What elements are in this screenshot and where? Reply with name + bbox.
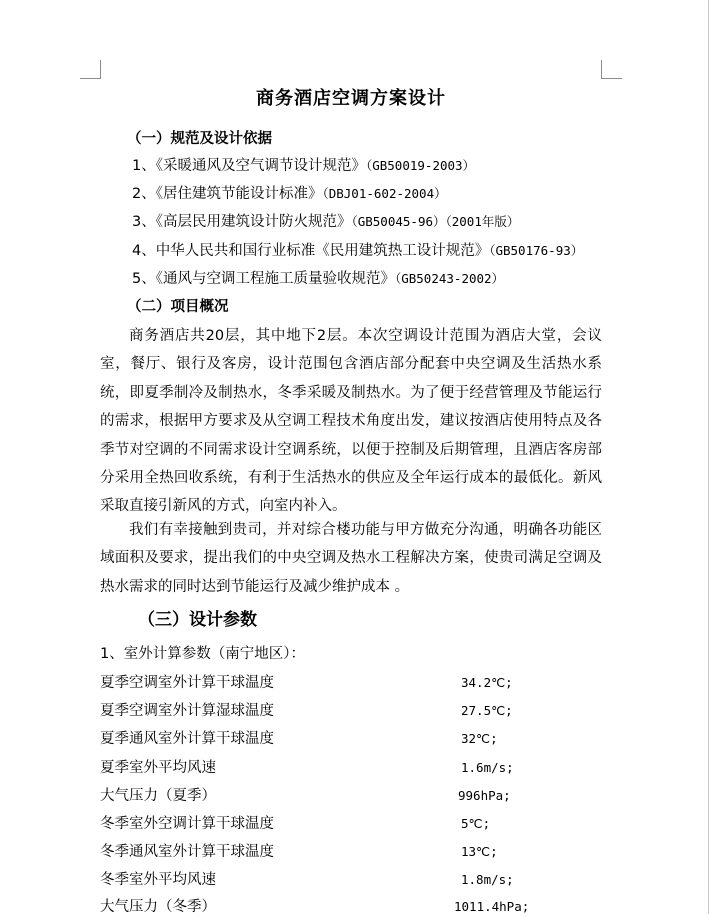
param-value: 32℃; — [461, 731, 498, 746]
reference-item — [132, 269, 504, 289]
param-label: 大气压力（冬季） — [100, 899, 216, 915]
crop-mark-right-horizontal — [601, 78, 622, 79]
reference-code: （GB50019-2003） — [365, 158, 476, 173]
param-label: 大气压力（夏季） — [100, 788, 216, 804]
crop-mark-left-horizontal — [80, 78, 101, 79]
param-value: 1.8m/s; — [461, 872, 514, 887]
param-value: 34.2℃; — [461, 675, 513, 690]
param-label: 夏季空调室外计算干球温度 — [100, 675, 274, 691]
crop-mark-right-vertical — [601, 60, 602, 79]
project-overview-paragraph: 商务酒店共20层，其中地下2层。本次空调设计范围为酒店大堂，会议室，餐厅、银行及客房，设计范围包含酒店部分配套中央空调及生活热水系统，即夏季制冷及制热水，冬季采暖及制热水。为了便于经营管理及节能运行的需求，根据甲方要求及从空调工程技术角度出发，建议按酒店使用特点及各季节对空调的不同需求设计空调系统，以便于控制及后期管理，且酒店客房部分采用全热回收系统，有利于生活热水的供应及全年运行成本的最低化。新风采取直接引新风的方式，向室内补入。 — [100, 328, 602, 515]
reference-item — [132, 241, 583, 261]
param-label: 夏季室外平均风速 — [100, 760, 216, 776]
section-1-heading: （一）规范及设计依据 — [127, 131, 272, 147]
param-label: 冬季室外空调计算干球温度 — [100, 816, 274, 832]
reference-code: （GB50045-96）（2001年版） — [351, 214, 520, 229]
param-label: 冬季通风室外计算干球温度 — [100, 844, 274, 860]
reference-title: 4、中华人民共和国行业标准《民用建筑热工设计规范》 — [132, 243, 490, 259]
solution-paragraph: 我们有幸接触到贵司，并对综合楼功能与甲方做充分沟通，明确各功能区域面积及要求，提出我们的中央空调及热水工程解决方案，使贵司满足空调及热水需求的同时达到节能运行及减少维护成本 。 — [100, 522, 602, 595]
param-value: 996hPa; — [458, 788, 511, 803]
reference-code: （GB50243-2002） — [394, 271, 505, 286]
param-value: 5℃; — [461, 816, 491, 831]
param-value: 1011.4hPa; — [454, 899, 530, 914]
reference-code: （GB50176-93） — [489, 243, 584, 258]
param-value: 1.6m/s; — [461, 760, 514, 775]
reference-code: （DBJ01-602-2004） — [322, 186, 447, 201]
reference-title: 2、《居住建筑节能设计标准》 — [132, 186, 323, 202]
param-label: 冬季室外平均风速 — [100, 872, 216, 888]
reference-title: 3、《高层民用建筑设计防火规范》 — [132, 214, 352, 230]
param-value: 27.5℃; — [461, 703, 513, 718]
param-label: 夏季通风室外计算干球温度 — [100, 731, 274, 747]
param-label: 夏季空调室外计算湿球温度 — [100, 703, 274, 719]
reference-item — [132, 184, 447, 204]
param-value: 13℃; — [461, 844, 498, 859]
reference-item — [132, 156, 475, 176]
section-3-heading: （三）设计参数 — [138, 610, 257, 630]
section-2-heading: （二）项目概况 — [127, 299, 229, 315]
reference-item — [132, 212, 519, 232]
reference-title: 5、《通风与空调工程施工质量验收规范》 — [132, 271, 395, 287]
document-title: 商务酒店空调方案设计 — [256, 88, 446, 109]
outdoor-params-subheading: 1、室外计算参数（南宁地区）： — [100, 646, 305, 662]
reference-title: 1、《采暖通风及空气调节设计规范》 — [132, 158, 366, 174]
crop-mark-left-vertical — [100, 60, 101, 79]
